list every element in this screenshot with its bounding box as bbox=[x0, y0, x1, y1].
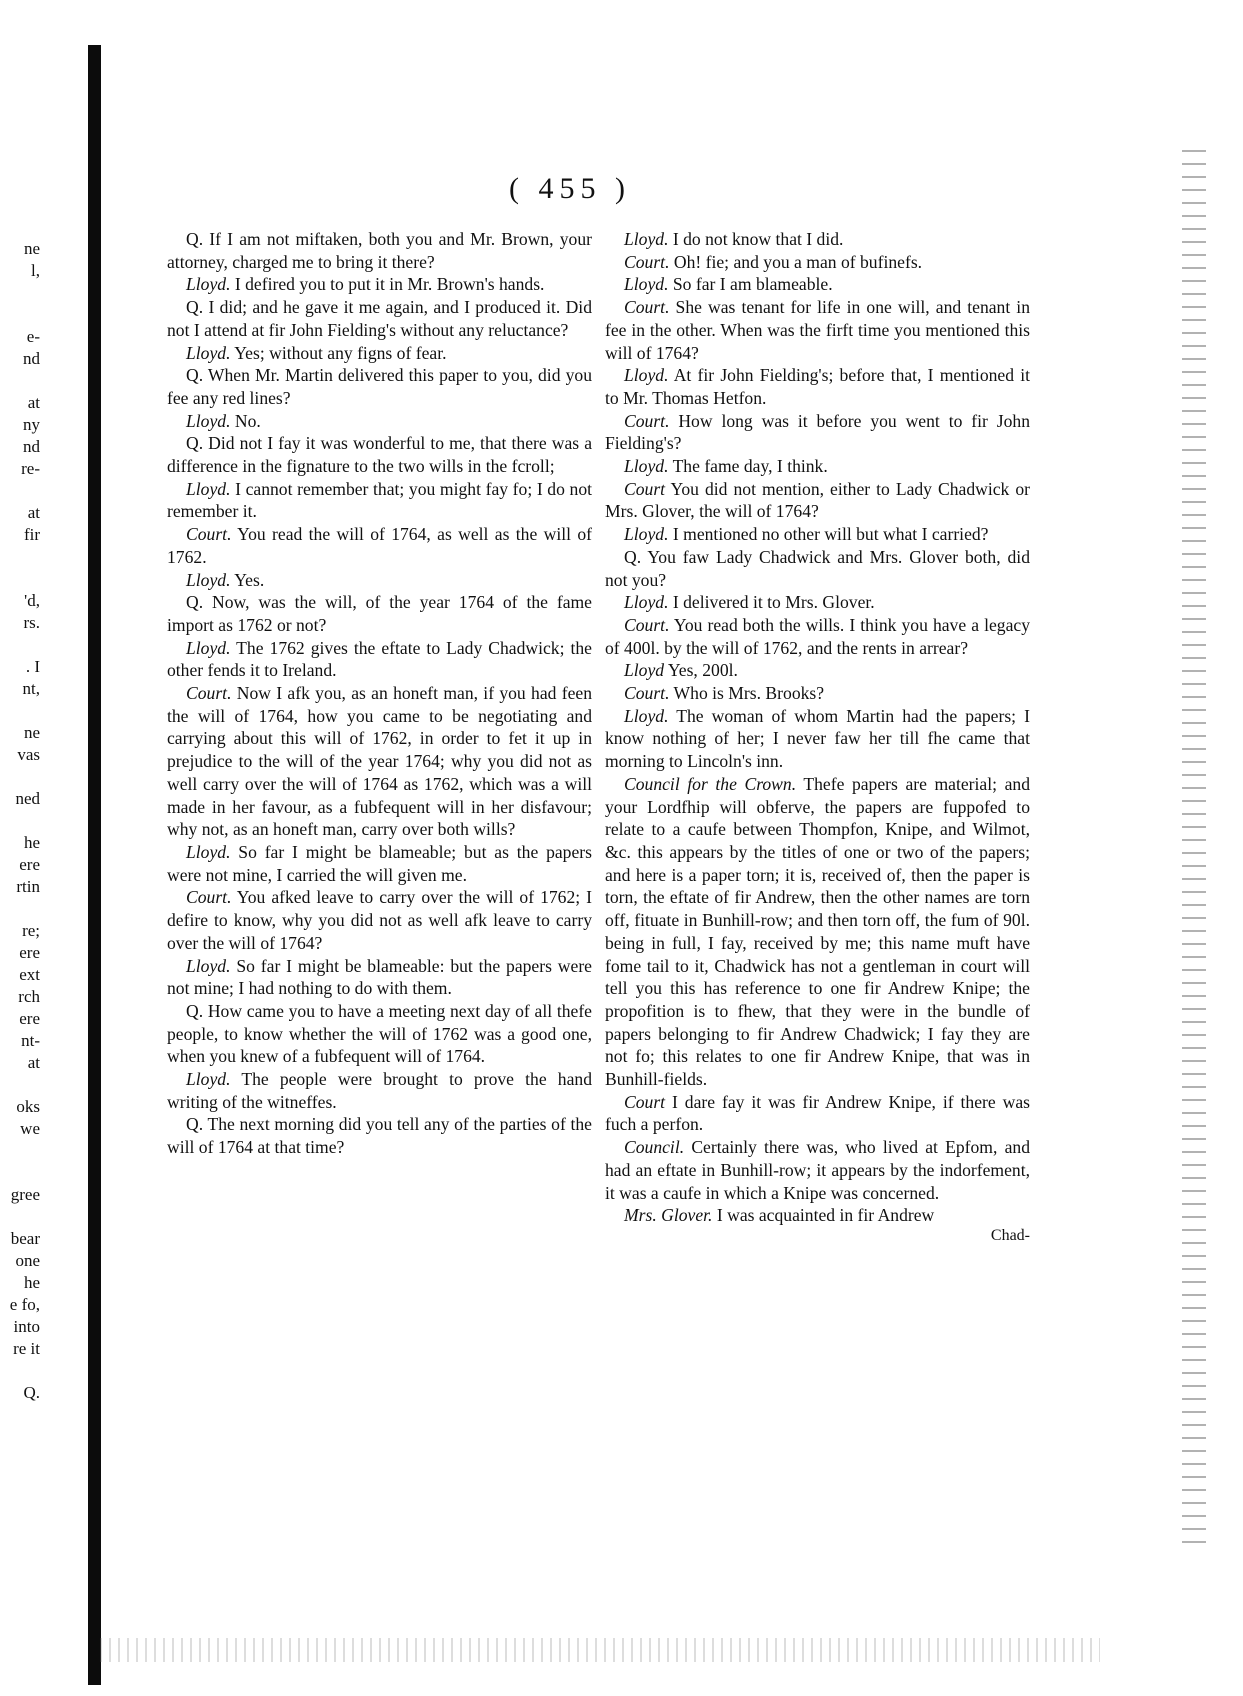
testimony-paragraph bbox=[167, 569, 592, 592]
testimony-text: You did not mention, either to Lady Chadwick or Mrs. Glover, the will of 1764? bbox=[605, 478, 1030, 522]
speaker-label: Lloyd. bbox=[186, 637, 231, 658]
testimony-paragraph bbox=[605, 659, 1030, 682]
speaker-label: Lloyd. bbox=[624, 592, 669, 613]
catchword-holder bbox=[605, 1227, 1030, 1245]
facing-page-fragments bbox=[0, 238, 40, 1404]
speaker-label: Council. bbox=[624, 1137, 685, 1158]
facing-page-fragment: nt, bbox=[22, 679, 40, 698]
testimony-paragraph bbox=[167, 682, 592, 841]
facing-page-fragment bbox=[0, 480, 40, 502]
facing-page-fragment: re; bbox=[22, 921, 40, 940]
speaker-label: Lloyd. bbox=[624, 524, 669, 545]
testimony-paragraph bbox=[167, 1113, 592, 1158]
facing-page-fragment: ny bbox=[23, 415, 40, 434]
testimony-text: Q. Now, was the will, of the year 1764 of the fame import as 1762 or not? bbox=[167, 592, 592, 635]
testimony-text: Now I afk you, as an honeft man, if you had feen the will of 1764, how you came to be negotiating and carrying about this will of 1762, in order to fet it up in prejudice to the will of the year 1764; why you did not as well carry over the will of 1764 as 1762, which was a will made in her favour, as a fubfequent will in her disfavour; why not, as an honeft man, carry over both wills? bbox=[167, 683, 592, 840]
testimony-text: You read the will of 1764, as well as the will of 1762. bbox=[167, 524, 592, 567]
speaker-label: Lloyd. bbox=[186, 569, 231, 590]
facing-page-fragment: ext bbox=[19, 965, 40, 984]
testimony-text: So far I might be blameable: but the papers were not mine; I had nothing to do with them. bbox=[167, 955, 592, 999]
speaker-label: Mrs. Glover. bbox=[624, 1205, 713, 1226]
testimony-text: Who is Mrs. Brooks? bbox=[669, 683, 825, 704]
facing-page-fragment: Q. bbox=[23, 1383, 40, 1402]
facing-page-fragment: re it bbox=[13, 1339, 40, 1358]
testimony-paragraph bbox=[167, 296, 592, 341]
testimony-paragraph bbox=[167, 432, 592, 477]
testimony-text: Q. You faw Lady Chadwick and Mrs. Glover both, did not you? bbox=[605, 546, 1030, 590]
facing-page-fragment: nd bbox=[23, 349, 40, 368]
testimony-text: I do not know that I did. bbox=[668, 229, 844, 249]
facing-page-fragment: rch bbox=[18, 987, 40, 1006]
scan-bottom-noise bbox=[100, 1638, 1100, 1662]
facing-page-fragment: ere bbox=[19, 855, 40, 874]
testimony-paragraph bbox=[167, 523, 592, 568]
facing-page-fragment: bear bbox=[10, 1229, 40, 1248]
speaker-label: Court. bbox=[186, 683, 232, 704]
facing-page-fragment bbox=[0, 1140, 40, 1162]
speaker-label: Lloyd. bbox=[624, 456, 669, 477]
facing-page-fragment: we bbox=[20, 1119, 40, 1138]
speaker-label: Lloyd. bbox=[186, 1069, 231, 1090]
testimony-paragraph bbox=[167, 637, 592, 682]
testimony-text: You afked leave to carry over the will of 1762; I defire to know, why you did not as well afk leave to carry over the will of 1764? bbox=[167, 887, 592, 953]
facing-page-fragment bbox=[0, 1206, 40, 1228]
catchword: Chad- bbox=[990, 1227, 1030, 1244]
facing-page-fragment bbox=[0, 304, 40, 326]
facing-page-fragment: . I bbox=[25, 657, 40, 676]
facing-page-fragment bbox=[0, 370, 40, 392]
testimony-paragraph bbox=[605, 546, 1030, 591]
testimony-text: Yes, 200l. bbox=[664, 660, 738, 681]
testimony-text: No. bbox=[230, 410, 261, 431]
testimony-paragraph bbox=[605, 410, 1030, 455]
testimony-paragraph bbox=[167, 955, 592, 1000]
facing-page-fragment: rs. bbox=[23, 613, 40, 632]
testimony-text: Thefe papers are material; and your Lordfhip will obferve, the papers are fuppofed to relate to a caufe between Thompfon, Knipe, and Wilmot, &c. this appears by the titles of one or two of the papers; and here is a paper torn; it is, received of, then the paper is torn, the eftate of fir Andrew, then the other names are torn off, fituate in Bunhill-row; and then torn off, the fum of 90l. being in full, I fay, received by me; this name muft have fome tail to it, Chadwick has not a gentleman in court will tell you this has reference to one fir Andrew Knipe; the propofition is to fhew, that they were in the bundle of papers belonging to fir Andrew Chadwick; I fay they are not fo; this relates to one fir Andrew Knipe, that was in Bunhill-fields. bbox=[605, 773, 1030, 1090]
facing-page-fragment bbox=[0, 568, 40, 590]
testimony-text: I defired you to put it in Mr. Brown's hands. bbox=[230, 274, 545, 295]
testimony-text: How long was it before you went to fir John Fielding's? bbox=[605, 410, 1030, 454]
facing-page-fragment: ne bbox=[23, 723, 40, 742]
speaker-label: Lloyd. bbox=[624, 274, 669, 295]
facing-page-fragment: oks bbox=[16, 1097, 40, 1116]
testimony-text: Q. The next morning did you tell any of the parties of the will of 1764 at that time? bbox=[167, 1114, 592, 1158]
facing-page-fragment: re- bbox=[21, 459, 40, 478]
facing-page-fragment bbox=[0, 1074, 40, 1096]
facing-page-fragment: one bbox=[15, 1251, 40, 1270]
facing-page-fragment: nt- bbox=[21, 1031, 40, 1050]
facing-page-fragment: l, bbox=[31, 261, 40, 280]
testimony-text: The fame day, I think. bbox=[668, 456, 828, 477]
speaker-label: Lloyd. bbox=[624, 365, 669, 386]
testimony-paragraph bbox=[605, 296, 1030, 364]
facing-page-fragment bbox=[0, 282, 40, 304]
facing-page-fragment: vas bbox=[17, 745, 40, 764]
facing-page-fragment bbox=[0, 1162, 40, 1184]
testimony-paragraph bbox=[605, 682, 1030, 705]
testimony-text: I cannot remember that; you might fay fo; I do not remember it. bbox=[167, 478, 592, 522]
speaker-label: Court bbox=[624, 478, 666, 499]
testimony-paragraph bbox=[605, 591, 1030, 614]
testimony-paragraph bbox=[605, 364, 1030, 409]
facing-page-fragment: e- bbox=[26, 327, 40, 346]
testimony-paragraph bbox=[167, 886, 592, 954]
facing-page-fragment: ne bbox=[23, 239, 40, 258]
testimony-paragraph bbox=[167, 342, 592, 365]
facing-page-fragment bbox=[0, 810, 40, 832]
speaker-label: Lloyd. bbox=[624, 229, 669, 249]
testimony-paragraph bbox=[605, 1091, 1030, 1136]
testimony-paragraph bbox=[605, 773, 1030, 1091]
right-column bbox=[605, 228, 1030, 1227]
testimony-paragraph bbox=[167, 410, 592, 433]
speaker-label: Court bbox=[624, 1091, 666, 1112]
speaker-label: Court. bbox=[624, 297, 670, 318]
testimony-paragraph bbox=[167, 478, 592, 523]
testimony-paragraph bbox=[605, 251, 1030, 274]
testimony-paragraph bbox=[167, 591, 592, 636]
speaker-label: Court. bbox=[624, 683, 670, 704]
speaker-label: Lloyd. bbox=[186, 478, 231, 499]
testimony-text: I mentioned no other will but what I carried? bbox=[668, 524, 989, 545]
facing-page-fragment bbox=[0, 898, 40, 920]
testimony-text: So far I might be blameable; but as the papers were not mine, I carried the will given me. bbox=[167, 841, 592, 885]
testimony-text: I dare fay it was fir Andrew Knipe, if there was fuch a perfon. bbox=[605, 1091, 1030, 1135]
speaker-label: Lloyd bbox=[624, 660, 665, 681]
testimony-paragraph bbox=[605, 455, 1030, 478]
testimony-text: At fir John Fielding's; before that, I mentioned it to Mr. Thomas Hetfon. bbox=[605, 365, 1030, 408]
page-number: ( 455 ) bbox=[509, 172, 631, 205]
testimony-paragraph bbox=[605, 523, 1030, 546]
facing-page-fragment bbox=[0, 700, 40, 722]
testimony-paragraph bbox=[605, 1136, 1030, 1204]
facing-page-fragment: ere bbox=[19, 1009, 40, 1028]
speaker-label: Court. bbox=[624, 410, 670, 431]
facing-page-fragment: ere bbox=[19, 943, 40, 962]
testimony-text: Q. Did not I fay it was wonderful to me, that there was a difference in the fignature to the two wills in the fcroll; bbox=[167, 433, 592, 477]
testimony-paragraph bbox=[605, 478, 1030, 523]
testimony-text: Q. How came you to have a meeting next day of all thefe people, to know whether the will of 1762 was a good one, when you knew of a fubfequent will of 1764. bbox=[167, 1000, 592, 1067]
testimony-text: The 1762 gives the eftate to Lady Chadwick; the other fends it to Ireland. bbox=[167, 637, 592, 681]
facing-page-fragment: gree bbox=[10, 1185, 40, 1204]
speaker-label: Lloyd. bbox=[186, 841, 231, 862]
facing-page-fragment bbox=[0, 546, 40, 568]
testimony-paragraph bbox=[605, 228, 1030, 251]
testimony-paragraph bbox=[167, 841, 592, 886]
facing-page-fragment: into bbox=[13, 1317, 40, 1336]
binding-shadow bbox=[88, 45, 101, 1685]
facing-page-fragment: ned bbox=[15, 789, 40, 808]
left-column bbox=[167, 228, 592, 1159]
testimony-paragraph bbox=[605, 273, 1030, 296]
facing-page-fragment: at bbox=[27, 503, 40, 522]
testimony-text: Q. If I am not miftaken, both you and Mr. Brown, your attorney, charged me to bring it there? bbox=[167, 229, 592, 272]
speaker-label: Lloyd. bbox=[624, 705, 669, 726]
testimony-text: The woman of whom Martin had the papers; I know nothing of her; I never faw her till fhe came that morning to Lincoln's inn. bbox=[605, 705, 1030, 772]
facing-page-fragment: nd bbox=[23, 437, 40, 456]
speaker-label: Council for the Crown. bbox=[624, 773, 797, 794]
facing-page-fragment: at bbox=[27, 1053, 40, 1072]
facing-page-fragment: 'd, bbox=[24, 591, 40, 610]
testimony-paragraph bbox=[605, 1204, 1030, 1227]
testimony-text: Q. I did; and he gave it me again, and I produced it. Did not I attend at fir John Fielding's without any reluctance? bbox=[167, 297, 592, 340]
speaker-label: Lloyd. bbox=[186, 342, 231, 363]
testimony-text: She was tenant for life in one will, and tenant in fee in the other. When was the firft time you mentioned this will of 1764? bbox=[605, 297, 1030, 363]
facing-page-fragment: at bbox=[27, 393, 40, 412]
speaker-label: Court. bbox=[624, 251, 670, 272]
facing-page-fragment bbox=[0, 766, 40, 788]
testimony-text: Q. When Mr. Martin delivered this paper to you, did you fee any red lines? bbox=[167, 365, 592, 408]
testimony-text: Oh! fie; and you a man of bufinefs. bbox=[669, 251, 923, 272]
facing-page-fragment bbox=[0, 634, 40, 656]
scan-edge-noise bbox=[1182, 150, 1206, 1550]
testimony-text: I was acquainted in fir Andrew bbox=[712, 1205, 935, 1226]
testimony-text: You read both the wills. I think you have a legacy of 400l. by the will of 1762, and the rents in arrear? bbox=[605, 614, 1030, 658]
speaker-label: Court. bbox=[186, 887, 232, 908]
facing-page-fragment: fir bbox=[23, 525, 40, 544]
testimony-paragraph bbox=[167, 273, 592, 296]
testimony-text: The people were brought to prove the hand writing of the witneffes. bbox=[167, 1069, 592, 1112]
speaker-label: Lloyd. bbox=[186, 955, 231, 976]
testimony-paragraph bbox=[167, 1068, 592, 1113]
facing-page-fragment: e fo, bbox=[9, 1295, 40, 1314]
testimony-text: So far I am blameable. bbox=[668, 274, 833, 295]
speaker-label: Court. bbox=[624, 614, 670, 635]
speaker-label: Lloyd. bbox=[186, 274, 231, 295]
testimony-text: Certainly there was, who lived at Epfom, and had an eftate in Bunhill-row; it appears by the indorfement, it was a caufe in which a Knipe was concerned. bbox=[605, 1137, 1030, 1203]
testimony-paragraph bbox=[167, 228, 592, 273]
speaker-label: Lloyd. bbox=[186, 410, 231, 431]
facing-page-fragment bbox=[0, 1360, 40, 1382]
facing-page-fragment: he bbox=[23, 833, 40, 852]
testimony-text: Yes. bbox=[230, 569, 265, 590]
testimony-text: Yes; without any figns of fear. bbox=[230, 342, 447, 363]
testimony-text: I delivered it to Mrs. Glover. bbox=[668, 592, 875, 613]
testimony-paragraph bbox=[605, 705, 1030, 773]
speaker-label: Court. bbox=[186, 524, 232, 545]
testimony-paragraph bbox=[605, 614, 1030, 659]
facing-page-fragment: he bbox=[23, 1273, 40, 1292]
facing-page-fragment: rtin bbox=[16, 877, 40, 896]
testimony-paragraph bbox=[167, 1000, 592, 1068]
testimony-paragraph bbox=[167, 364, 592, 409]
